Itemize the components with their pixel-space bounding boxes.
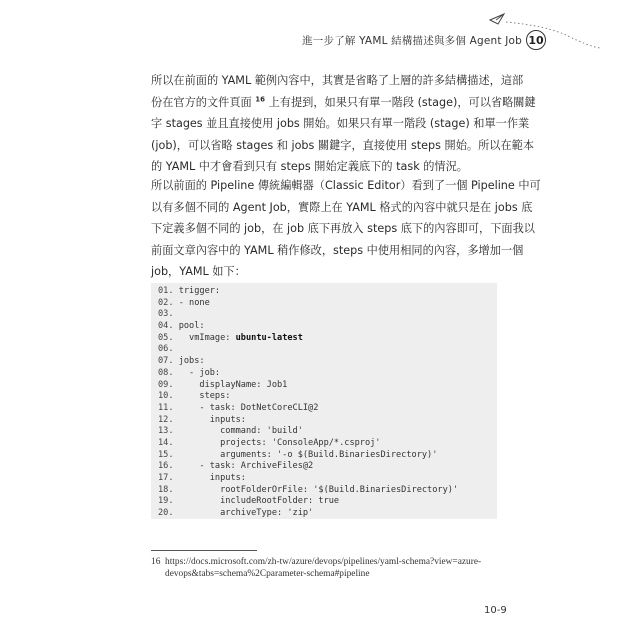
code-line xyxy=(158,485,497,497)
code-line xyxy=(158,450,497,462)
code-line xyxy=(158,356,497,368)
chapter-badge: 10 xyxy=(526,30,546,50)
line-number: 14. xyxy=(158,437,179,448)
code-text: trigger: xyxy=(178,286,221,296)
code-text: pool: xyxy=(178,321,205,332)
text-line: 份在官方的文件頁面 $^{16}$ 上有提到，如果只有單一階段 (stage)，可以省略關鍵 xyxy=(151,94,536,109)
line-number: 19. xyxy=(158,496,179,507)
running-header: 進一步了解 YAML 結構描述與多個 Agent Job xyxy=(302,35,522,47)
paragraph-1 xyxy=(151,70,536,178)
code-text: steps: xyxy=(178,391,231,402)
code-line xyxy=(158,473,497,485)
line-number: 15. xyxy=(158,449,179,460)
code-text: archiveType: 'zip' xyxy=(178,508,314,519)
text-line: 以有多個不同的 Agent Job，實際上在 YAML 格式的內容中就只是在 jobs 底 xyxy=(151,200,533,214)
footnote xyxy=(151,556,503,581)
line-number: 16. xyxy=(158,461,179,472)
code-line xyxy=(158,298,497,310)
footnote-url-line-2: devops&tabs=schema%2Cparameter-schema#pipeline xyxy=(165,569,370,580)
text-line: (job)，可以省略 stages 和 jobs 關鍵字，直接使用 steps 開始。所以在範本 xyxy=(151,138,535,152)
code-text: command: 'build' xyxy=(178,426,303,437)
code-text: - none xyxy=(178,297,210,308)
code-line xyxy=(158,508,497,520)
line-number: 18. xyxy=(158,484,179,495)
line-number: 11. xyxy=(158,402,179,413)
code-line xyxy=(158,286,497,298)
code-text: inputs: xyxy=(178,473,246,483)
code-text: - task: DotNetCoreCLI@2 xyxy=(178,402,319,413)
line-number: 07. xyxy=(158,356,179,367)
footnote-divider xyxy=(151,550,257,551)
code-text: inputs: xyxy=(178,414,246,425)
page-number: 10-9 xyxy=(484,605,507,616)
code-text: arguments: '-o $(Build.BinariesDirectory)' xyxy=(178,449,438,460)
text-line: 所以前面的 Pipeline 傳統編輯器（Classic Editor）看到了一個 Pipeline 中可 xyxy=(151,179,541,192)
code-text: vmImage: xyxy=(178,332,236,343)
line-number: 01. xyxy=(158,286,179,296)
text-line: 的 YAML 中才會看到只有 steps 開始定義底下的 task 的情況。 xyxy=(151,160,468,174)
code-line xyxy=(158,368,497,380)
code-text: rootFolderOrFile: '$(Build.BinariesDirectory)' xyxy=(178,484,459,495)
code-line xyxy=(158,344,497,356)
code-line xyxy=(158,333,497,345)
line-number: 04. xyxy=(158,321,179,332)
footnote-url-line-1: https://docs.microsoft.com/zh-tw/azure/devops/pipelines/yaml-schema?view=azure- xyxy=(165,557,482,567)
code-line xyxy=(158,438,497,450)
line-number: 02. xyxy=(158,297,179,308)
code-line xyxy=(158,309,497,321)
footnote-number: 16 xyxy=(151,557,161,567)
text-line: 字 stages 並且直接使用 jobs 開始。如果只有單一階段 (stage) 和單一作業 xyxy=(151,117,530,131)
code-line xyxy=(158,496,497,508)
footnote-ref: 16 xyxy=(255,94,266,103)
code-line xyxy=(158,321,497,333)
code-text: jobs: xyxy=(178,356,205,367)
code-text-bold: ubuntu-latest xyxy=(235,332,303,343)
line-number: 03. xyxy=(158,309,179,320)
text-line: 前面文章內容中的 YAML 稍作修改，steps 中使用相同的內容，多增加一個 xyxy=(151,243,524,257)
code-text: displayName: Job1 xyxy=(178,379,288,390)
code-line xyxy=(158,415,497,427)
line-number: 06. xyxy=(158,344,179,355)
line-number: 13. xyxy=(158,426,179,437)
line-number: 10. xyxy=(158,391,179,402)
code-line xyxy=(158,426,497,438)
code-block xyxy=(151,283,497,519)
code-line xyxy=(158,461,497,473)
line-number: 17. xyxy=(158,473,179,483)
line-number: 12. xyxy=(158,414,179,425)
line-number: 09. xyxy=(158,379,179,390)
code-text: includeRootFolder: true xyxy=(178,496,340,507)
line-number: 08. xyxy=(158,367,179,378)
code-text: - task: ArchiveFiles@2 xyxy=(178,461,314,472)
text-line: job，YAML 如下： xyxy=(151,265,246,279)
code-text: - job: xyxy=(178,367,221,378)
paragraph-2 xyxy=(151,175,541,283)
code-line xyxy=(158,391,497,403)
line-number: 05. xyxy=(158,332,179,343)
code-line xyxy=(158,380,497,392)
code-line xyxy=(158,403,497,415)
code-text: projects: 'ConsoleApp/*.csproj' xyxy=(178,437,381,448)
text-line: 下定義多個不同的 job，在 job 底下再放入 steps 底下的內容即可，下面我以 xyxy=(151,222,535,236)
line-number: 20. xyxy=(158,508,179,519)
text-line: 所以在前面的 YAML 範例內容中，其實是省略了上層的許多結構描述，這部 xyxy=(151,74,524,87)
